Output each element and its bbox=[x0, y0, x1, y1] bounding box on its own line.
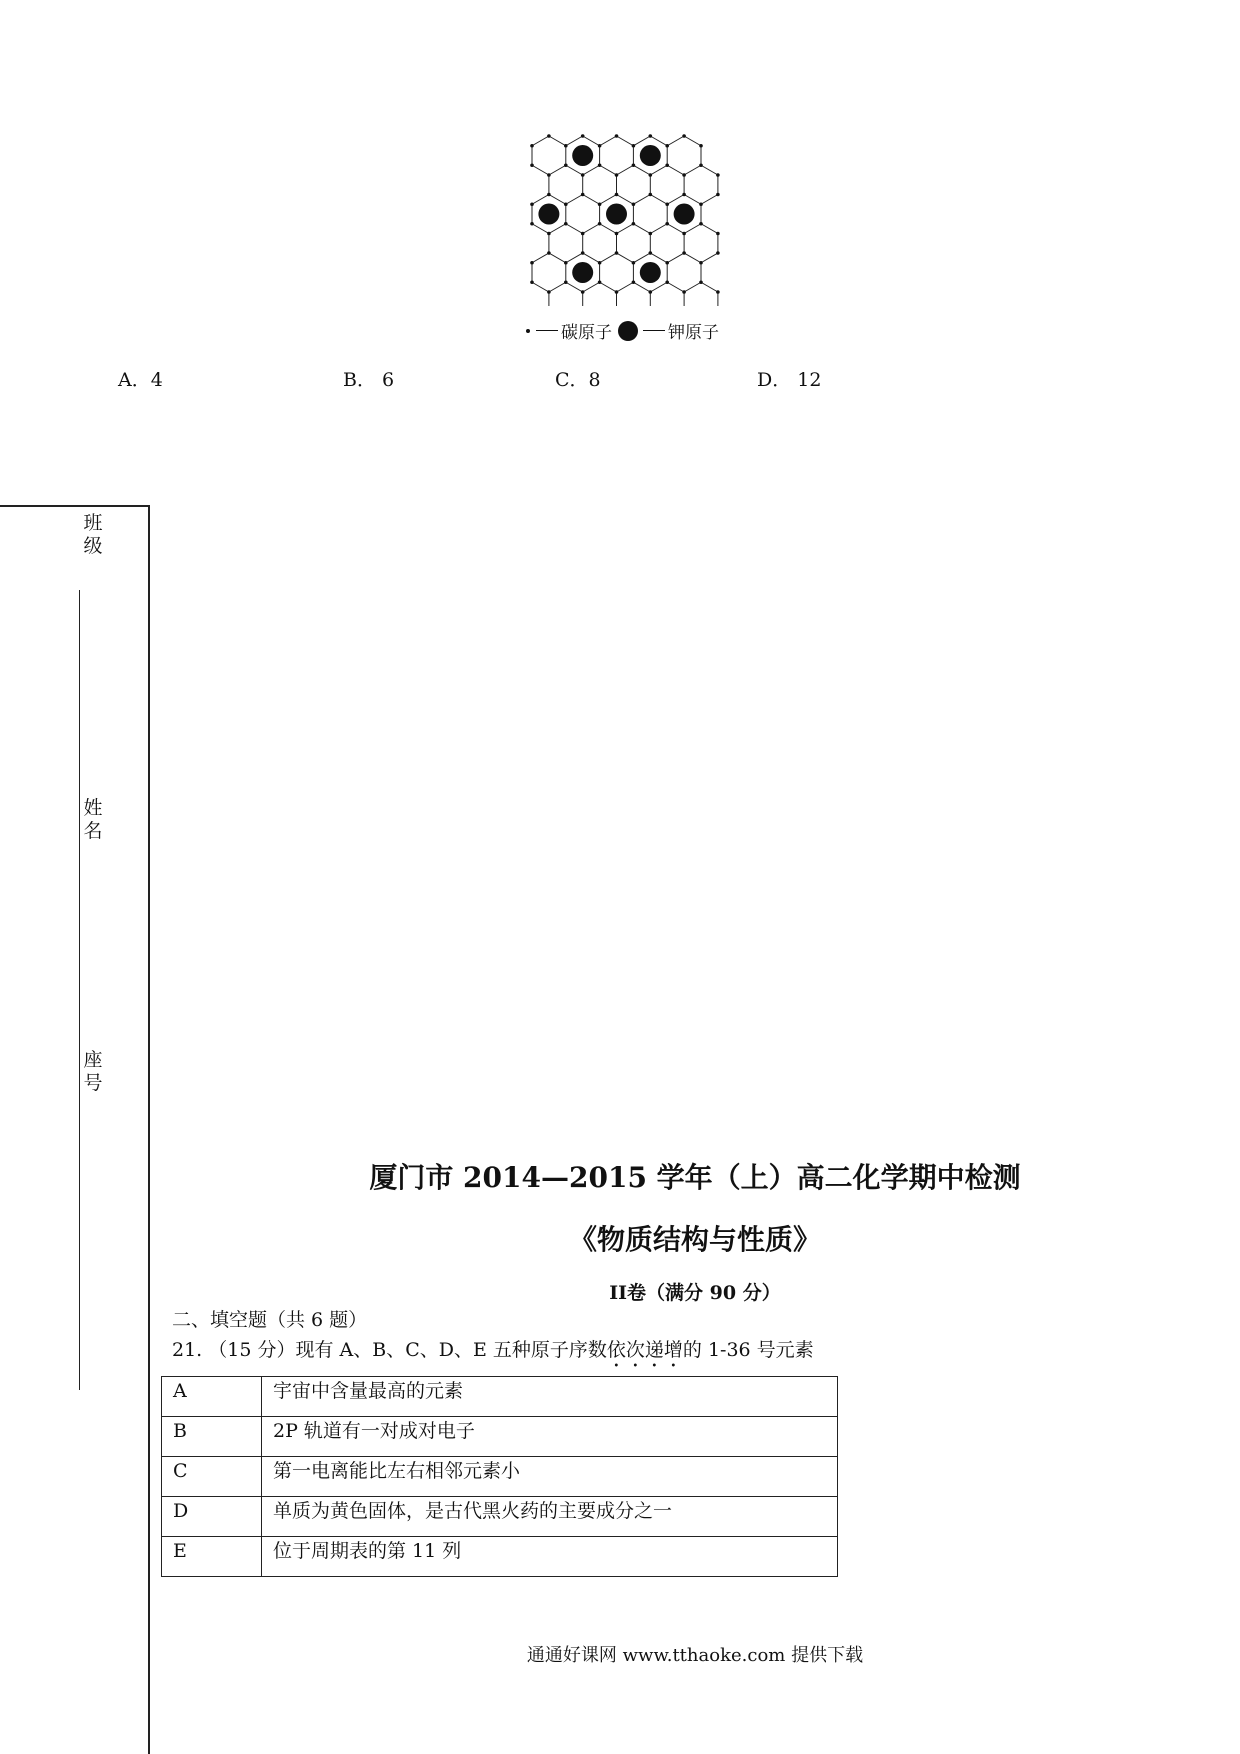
elements-table bbox=[161, 1376, 838, 1577]
potassium-atom bbox=[640, 262, 661, 283]
carbon-atom bbox=[581, 232, 585, 236]
carbon-atom-label: 碳原子 bbox=[561, 323, 612, 343]
potassium-atom bbox=[572, 262, 593, 283]
carbon-atom bbox=[632, 144, 636, 148]
carbon-bond bbox=[617, 165, 634, 175]
carbon-atom bbox=[615, 251, 619, 255]
carbon-atom bbox=[547, 134, 551, 138]
carbon-atom bbox=[665, 144, 669, 148]
carbon-atom bbox=[716, 290, 720, 294]
carbon-bond bbox=[684, 165, 701, 175]
carbon-bond bbox=[650, 165, 667, 175]
carbon-bond bbox=[532, 253, 549, 263]
table-row bbox=[162, 1537, 838, 1577]
carbon-atom bbox=[649, 134, 653, 138]
carbon-bond bbox=[600, 224, 617, 234]
carbon-bond bbox=[600, 253, 617, 263]
carbon-atom bbox=[665, 163, 669, 167]
carbon-bond bbox=[549, 224, 566, 234]
carbon-bond bbox=[667, 136, 684, 146]
carbon-atom bbox=[632, 202, 636, 206]
carbon-atom bbox=[615, 134, 619, 138]
carbon-atom bbox=[716, 251, 720, 255]
carbon-bond bbox=[617, 282, 634, 292]
footer-text: 通通好课网 www.tthaoke.com 提供下载 bbox=[526, 1645, 864, 1666]
carbon-bond bbox=[583, 253, 600, 263]
carbon-bond bbox=[701, 253, 718, 263]
name-label: 姓名 bbox=[83, 797, 103, 842]
carbon-bond bbox=[701, 282, 718, 292]
carbon-bond bbox=[684, 282, 701, 292]
carbon-bond bbox=[600, 282, 617, 292]
carbon-bond bbox=[667, 195, 684, 205]
carbon-atom bbox=[632, 222, 636, 226]
carbon-bond bbox=[667, 224, 684, 234]
carbon-atom bbox=[564, 163, 568, 167]
graphite-potassium-lattice-figure bbox=[520, 128, 730, 306]
carbon-bond bbox=[532, 165, 549, 175]
carbon-atom bbox=[564, 144, 568, 148]
carbon-bond bbox=[549, 136, 566, 146]
carbon-bond bbox=[684, 253, 701, 263]
carbon-atom bbox=[615, 193, 619, 197]
carbon-atom bbox=[699, 222, 703, 226]
carbon-atom bbox=[649, 290, 653, 294]
element-key: E bbox=[162, 1537, 262, 1577]
carbon-atom bbox=[665, 202, 669, 206]
question-21-emphasis: 依次递增 bbox=[606, 1339, 683, 1361]
carbon-atom bbox=[581, 134, 585, 138]
carbon-atom bbox=[682, 134, 686, 138]
carbon-bond bbox=[583, 224, 600, 234]
carbon-bond bbox=[701, 195, 718, 205]
potassium-atom-legend-icon bbox=[618, 321, 638, 341]
carbon-bond bbox=[633, 136, 650, 146]
carbon-bond bbox=[667, 282, 684, 292]
option-a: A．4 bbox=[118, 369, 163, 391]
carbon-bond bbox=[650, 224, 667, 234]
exam-subtitle: 《物质结构与性质》 bbox=[568, 1223, 821, 1256]
carbon-bond bbox=[600, 136, 617, 146]
exam-title: 厦门市 2014—2015 学年（上）高二化学期中检测 bbox=[369, 1161, 1021, 1194]
carbon-bond bbox=[617, 253, 634, 263]
carbon-atom bbox=[530, 163, 534, 167]
potassium-atom bbox=[674, 204, 695, 225]
carbon-atom bbox=[699, 261, 703, 265]
potassium-atom bbox=[572, 145, 593, 166]
potassium-atom bbox=[640, 145, 661, 166]
table-row bbox=[162, 1457, 838, 1497]
carbon-atom bbox=[665, 280, 669, 284]
carbon-atom bbox=[598, 144, 602, 148]
carbon-bond bbox=[566, 195, 583, 205]
carbon-atom bbox=[649, 193, 653, 197]
table-row bbox=[162, 1497, 838, 1537]
volume-label: II卷（满分 90 分） bbox=[609, 1282, 781, 1304]
carbon-bond bbox=[617, 224, 634, 234]
carbon-atom bbox=[716, 193, 720, 197]
carbon-atom bbox=[699, 202, 703, 206]
carbon-bond bbox=[600, 165, 617, 175]
carbon-bond bbox=[532, 282, 549, 292]
carbon-bond bbox=[617, 195, 634, 205]
carbon-bond bbox=[549, 165, 566, 175]
carbon-bond bbox=[566, 253, 583, 263]
carbon-bond bbox=[549, 195, 566, 205]
carbon-atom bbox=[598, 163, 602, 167]
carbon-atom bbox=[530, 144, 534, 148]
potassium-atom-label: 钾原子 bbox=[668, 323, 719, 343]
carbon-atom bbox=[598, 202, 602, 206]
carbon-atom bbox=[699, 144, 703, 148]
potassium-atom bbox=[606, 204, 627, 225]
element-key: B bbox=[162, 1417, 262, 1457]
element-key: C bbox=[162, 1457, 262, 1497]
section-title: 二、填空题（共 6 题） bbox=[172, 1309, 368, 1331]
element-description: 位于周期表的第 11 列 bbox=[262, 1537, 838, 1577]
carbon-bond bbox=[701, 165, 718, 175]
carbon-bond bbox=[532, 224, 549, 234]
carbon-bond bbox=[650, 195, 667, 205]
carbon-atom bbox=[564, 280, 568, 284]
carbon-bond bbox=[701, 224, 718, 234]
carbon-bond bbox=[633, 282, 650, 292]
carbon-bond bbox=[650, 136, 667, 146]
carbon-atom bbox=[716, 173, 720, 177]
carbon-atom bbox=[682, 290, 686, 294]
element-description: 宇宙中含量最高的元素 bbox=[262, 1377, 838, 1417]
carbon-bond bbox=[633, 253, 650, 263]
potassium-atom bbox=[538, 204, 559, 225]
table-row bbox=[162, 1417, 838, 1457]
carbon-atom bbox=[530, 261, 534, 265]
carbon-bond bbox=[532, 136, 549, 146]
carbon-atom bbox=[547, 232, 551, 236]
carbon-bond bbox=[633, 224, 650, 234]
carbon-atom bbox=[682, 251, 686, 255]
carbon-bond bbox=[633, 195, 650, 205]
carbon-atom bbox=[615, 232, 619, 236]
carbon-atom bbox=[581, 173, 585, 177]
carbon-atom bbox=[581, 251, 585, 255]
carbon-bond bbox=[566, 282, 583, 292]
carbon-bond bbox=[583, 195, 600, 205]
carbon-bond bbox=[566, 136, 583, 146]
carbon-bond bbox=[633, 165, 650, 175]
carbon-atom bbox=[530, 280, 534, 284]
carbon-atom bbox=[547, 173, 551, 177]
carbon-atom bbox=[665, 222, 669, 226]
question-21: 21. （15 分）现有 A、B、C、D、E 五种原子序数依次递增的 1-36 号元素 bbox=[172, 1339, 814, 1361]
element-description: 单质为黄色固体，是古代黑火药的主要成分之一 bbox=[262, 1497, 838, 1537]
carbon-atom bbox=[682, 193, 686, 197]
carbon-atom bbox=[530, 222, 534, 226]
option-c: C．8 bbox=[555, 369, 601, 391]
table-row bbox=[162, 1377, 838, 1417]
carbon-bond bbox=[667, 253, 684, 263]
element-description: 第一电离能比左右相邻元素小 bbox=[262, 1457, 838, 1497]
carbon-atom bbox=[564, 261, 568, 265]
carbon-bond bbox=[684, 195, 701, 205]
carbon-bond bbox=[600, 195, 617, 205]
carbon-atom bbox=[581, 193, 585, 197]
carbon-bond bbox=[650, 282, 667, 292]
carbon-atom bbox=[649, 251, 653, 255]
carbon-bond bbox=[583, 136, 600, 146]
carbon-atom bbox=[547, 251, 551, 255]
carbon-atom bbox=[564, 222, 568, 226]
carbon-bond bbox=[549, 253, 566, 263]
binding-strip bbox=[0, 505, 150, 1754]
carbon-atom bbox=[547, 193, 551, 197]
carbon-atom bbox=[699, 280, 703, 284]
element-description: 2P 轨道有一对成对电子 bbox=[262, 1417, 838, 1457]
carbon-atom bbox=[699, 163, 703, 167]
carbon-atom bbox=[581, 290, 585, 294]
element-key: A bbox=[162, 1377, 262, 1417]
carbon-atom bbox=[716, 232, 720, 236]
option-b: B． 6 bbox=[343, 369, 395, 391]
carbon-atom bbox=[615, 173, 619, 177]
carbon-atom bbox=[598, 222, 602, 226]
binding-line bbox=[79, 590, 80, 1390]
carbon-bond bbox=[549, 282, 566, 292]
carbon-atom bbox=[564, 202, 568, 206]
carbon-atom bbox=[682, 173, 686, 177]
carbon-bond bbox=[684, 224, 701, 234]
element-key: D bbox=[162, 1497, 262, 1537]
carbon-atom bbox=[547, 290, 551, 294]
carbon-atom bbox=[665, 261, 669, 265]
option-d: D． 12 bbox=[757, 369, 822, 391]
carbon-bond bbox=[583, 282, 600, 292]
carbon-atom bbox=[598, 280, 602, 284]
class-label: 班级 bbox=[83, 512, 103, 557]
seat-label: 座号 bbox=[83, 1049, 103, 1094]
figure-legend bbox=[526, 318, 719, 343]
carbon-atom bbox=[615, 290, 619, 294]
carbon-bond bbox=[650, 253, 667, 263]
carbon-atom-legend-icon bbox=[526, 329, 530, 333]
carbon-atom bbox=[598, 261, 602, 265]
carbon-bond bbox=[583, 165, 600, 175]
carbon-atom bbox=[530, 202, 534, 206]
carbon-atom bbox=[632, 261, 636, 265]
carbon-atom bbox=[632, 163, 636, 167]
carbon-atom bbox=[649, 232, 653, 236]
carbon-atom bbox=[682, 232, 686, 236]
carbon-bond bbox=[684, 136, 701, 146]
carbon-bond bbox=[532, 195, 549, 205]
carbon-bond bbox=[566, 165, 583, 175]
carbon-atom bbox=[649, 173, 653, 177]
carbon-bond bbox=[617, 136, 634, 146]
carbon-bond bbox=[566, 224, 583, 234]
carbon-bond bbox=[667, 165, 684, 175]
carbon-atom bbox=[632, 280, 636, 284]
